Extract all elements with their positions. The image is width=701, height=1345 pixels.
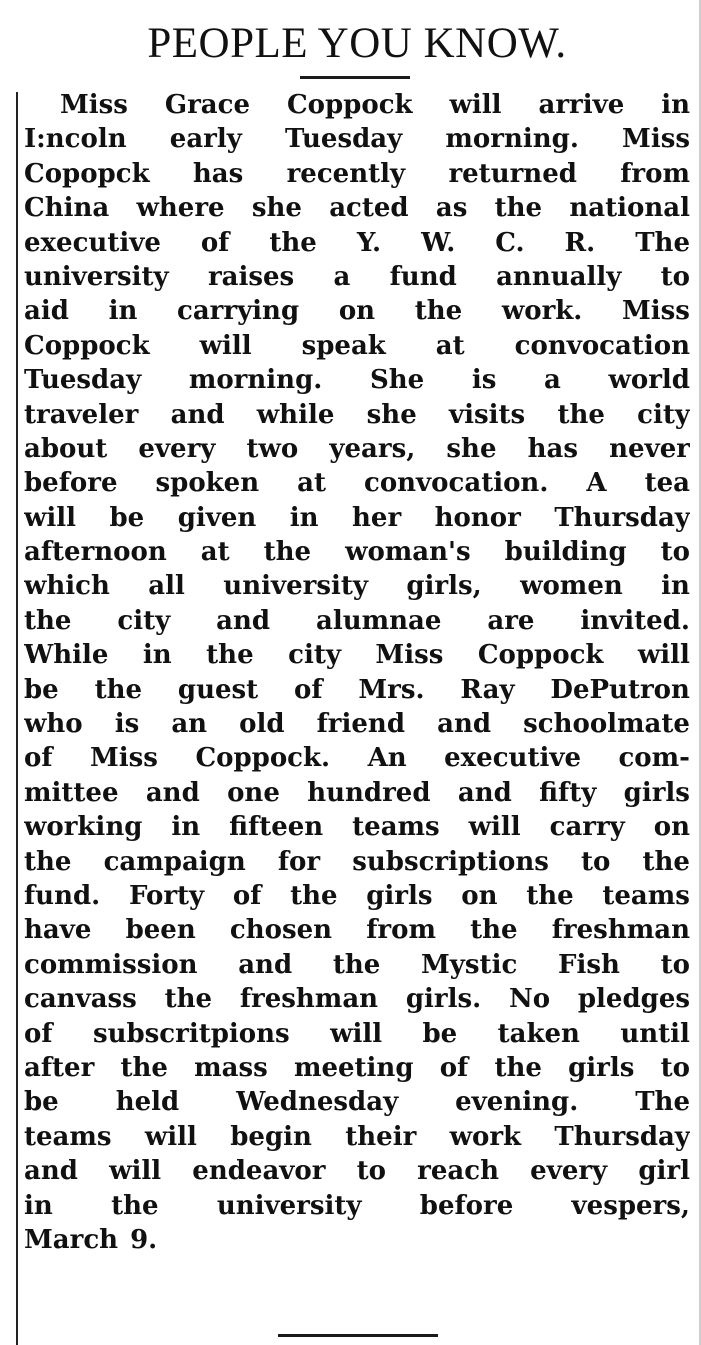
text-line: be held Wednesday evening. The [24,1087,690,1118]
text-line: about every two years, she has never [24,433,690,464]
end-rule [278,1334,438,1337]
article [24,0,690,1345]
text-line: in the university before vespers, [24,1190,690,1221]
text-line: I:ncoln early Tuesday morning. Miss [24,124,690,155]
text-line: the campaign for subscriptions to the [24,846,690,877]
text-line: university raises a fund annually to [24,261,690,292]
text-line: Miss Grace Coppock will arrive in [60,90,690,120]
text-line: which all university girls, women in [24,571,690,602]
text-line: While in the city Miss Coppock will [24,640,690,671]
text-line: be the guest of Mrs. Ray DePutron [24,674,690,705]
headline-rule [300,76,410,79]
text-line: mittee and one hundred and fifty girls [24,777,690,808]
text-line: commission and the Mystic Fish to [24,949,690,980]
text-line: working in fifteen teams will carry on [24,812,690,843]
text-line: canvass the freshman girls. No pledges [24,984,690,1015]
text-line: before spoken at convocation. A tea [24,468,690,499]
text-line: executive of the Y. W. C. R. The [24,227,690,258]
text-line: have been chosen from the freshman [24,915,690,946]
text-line: Coppock will speak at convocation [24,330,690,361]
text-line: aid in carrying on the work. Miss [24,296,690,327]
text-line: afternoon at the woman's building to [24,537,690,568]
text-line: Tuesday morning. She is a world [24,365,690,396]
text-line: teams will begin their work Thursday [24,1121,690,1152]
column-rule-left [16,92,18,1345]
text-line: of subscritpions will be taken until [24,1018,690,1049]
text-line: March 9. [24,1224,158,1255]
article-body [24,88,690,1257]
text-line: and will endeavor to reach every girl [24,1156,690,1187]
text-line: of Miss Coppock. An executive com- [24,743,690,774]
text-line: the city and alumnae are invited. [24,605,690,636]
headline: PEOPLE YOU KNOW. [147,20,567,67]
text-line: Copopck has recently returned from [24,158,690,189]
text-line: who is an old friend and schoolmate [24,709,690,740]
text-line: fund. Forty of the girls on the teams [24,880,690,911]
text-line: traveler and while she visits the city [24,399,690,430]
text-line: after the mass meeting of the girls to [24,1052,690,1083]
text-line: China where she acted as the national [24,193,690,224]
text-line: will be given in her honor Thursday [24,502,690,533]
